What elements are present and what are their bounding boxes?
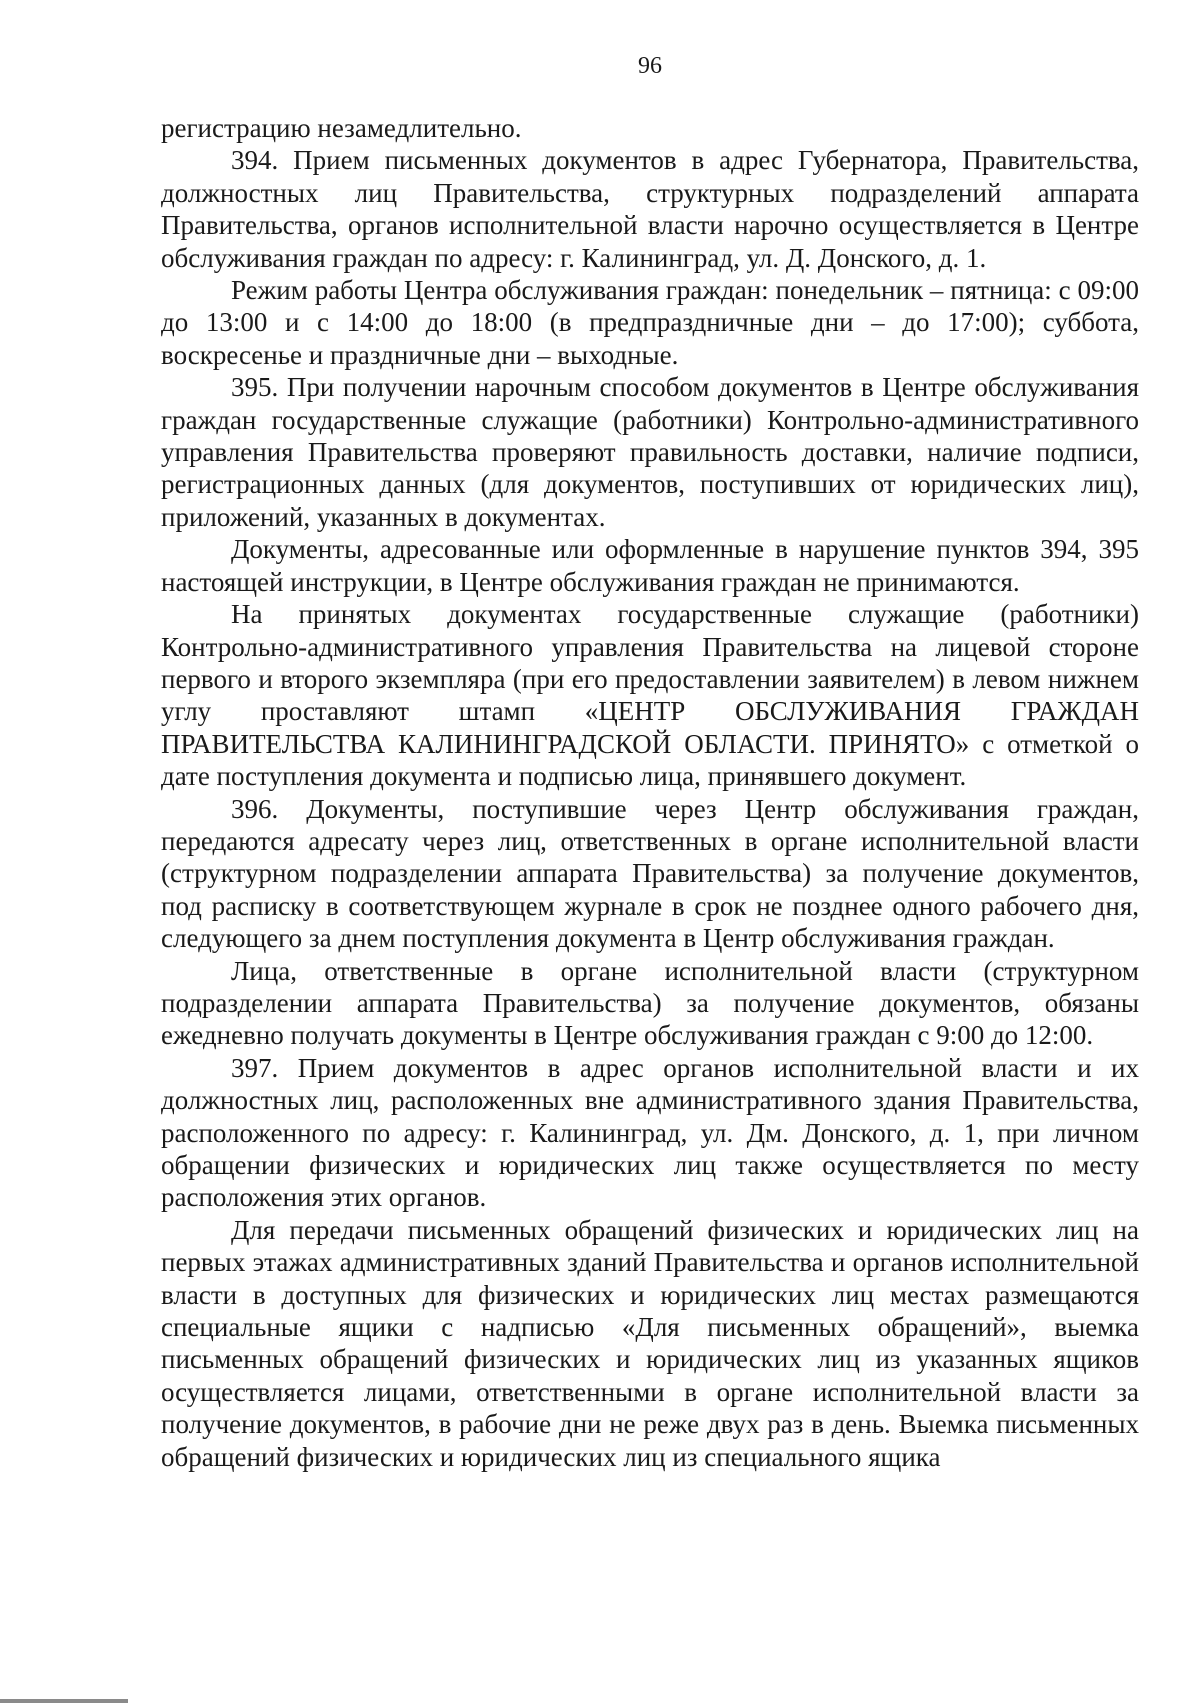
scan-edge-mark [0,1699,128,1703]
document-body [161,112,1139,1473]
page-number: 96 [638,53,662,79]
paragraph-mailboxes: Для передачи письменных обращений физических и юридических лиц на первых этажах административных зданий Правительства и органов исполнительной власти в доступных для физических и юридических лиц местах размещаются специальные ящики с надписью «Для письменных обращений», выемка письменных обращений физических и юридических лиц из указанных ящиков осуществляется лицами, ответственными в органе исполнительной власти за получение документов, в рабочие дни не реже двух раз в день. Выемка письменных обращений физических и юридических лиц из специального ящика [161,1214,1139,1472]
paragraph-item-396: 396. Документы, поступившие через Центр обслуживания граждан, передаются адресату через лиц, ответственных в органе исполнительной власти (структурном подразделении аппарата Правительства) за получение документов, под расписку в соответствующем журнале в срок не позднее одного рабочего дня, следующего за днем поступления документа в Центр обслуживания граждан. [161,793,1139,954]
paragraph-working-hours: Режим работы Центра обслуживания граждан: понедельник – пятница: с 09:00 до 13:00 и с 14:00 до 18:00 (в предпраздничные дни – до 17:00); суббота, воскресенье и праздничные дни – выходные. [161,275,1139,370]
paragraph-item-395: 395. При получении нарочным способом документов в Центре обслуживания граждан государственные служащие (работники) Контрольно-административного управления Правительства проверяют правильность доставки, наличие подписи, регистрационных данных (для документов, поступивших от юридических лиц), приложений, указанных в документах. [161,372,1139,532]
paragraph-item-394: 394. Прием письменных документов в адрес Губернатора, Правительства, должностных лиц Правительства, структурных подразделений аппарата Правительства, органов исполнительной власти нарочно осуществляется в Центре обслуживания граждан по адресу: г. Калининград, ул. Д. Донского, д. 1. [161,145,1139,273]
paragraph-stamp: На принятых документах государственные служащие (работники) Контрольно-административного управления Правительства на лицевой стороне первого и второго экземпляра (при его предоставлении заявителем) в левом нижнем углу проставляют штамп «ЦЕНТР ОБСЛУЖИВАНИЯ ГРАЖДАН ПРАВИТЕЛЬСТВА КАЛИНИНГРАДСКОЙ ОБЛАСТИ. ПРИНЯТО» с отметкой о дате поступления документа и подписью лица, принявшего документ. [161,599,1139,792]
paragraph-item-397: 397. Прием документов в адрес органов исполнительной власти и их должностных лиц, расположенных вне административного здания Правительства, расположенного по адресу: г. Калининград, ул. Дм. Донского, д. 1, при личном обращении физических и юридических лиц также осуществляется по месту расположения этих органов. [161,1052,1139,1213]
paragraph-responsible-persons: Лица, ответственные в органе исполнительной власти (структурном подразделении аппарата Правительства) за получение документов, обязаны ежедневно получать документы в Центре обслуживания граждан с 9:00 до 12:00. [161,955,1139,1051]
paragraph-continuation: регистрацию незамедлительно. [161,113,522,143]
paragraph-rejected-documents: Документы, адресованные или оформленные в нарушение пунктов 394, 395 настоящей инструкции, в Центре обслуживания граждан не принимаются. [161,534,1139,597]
